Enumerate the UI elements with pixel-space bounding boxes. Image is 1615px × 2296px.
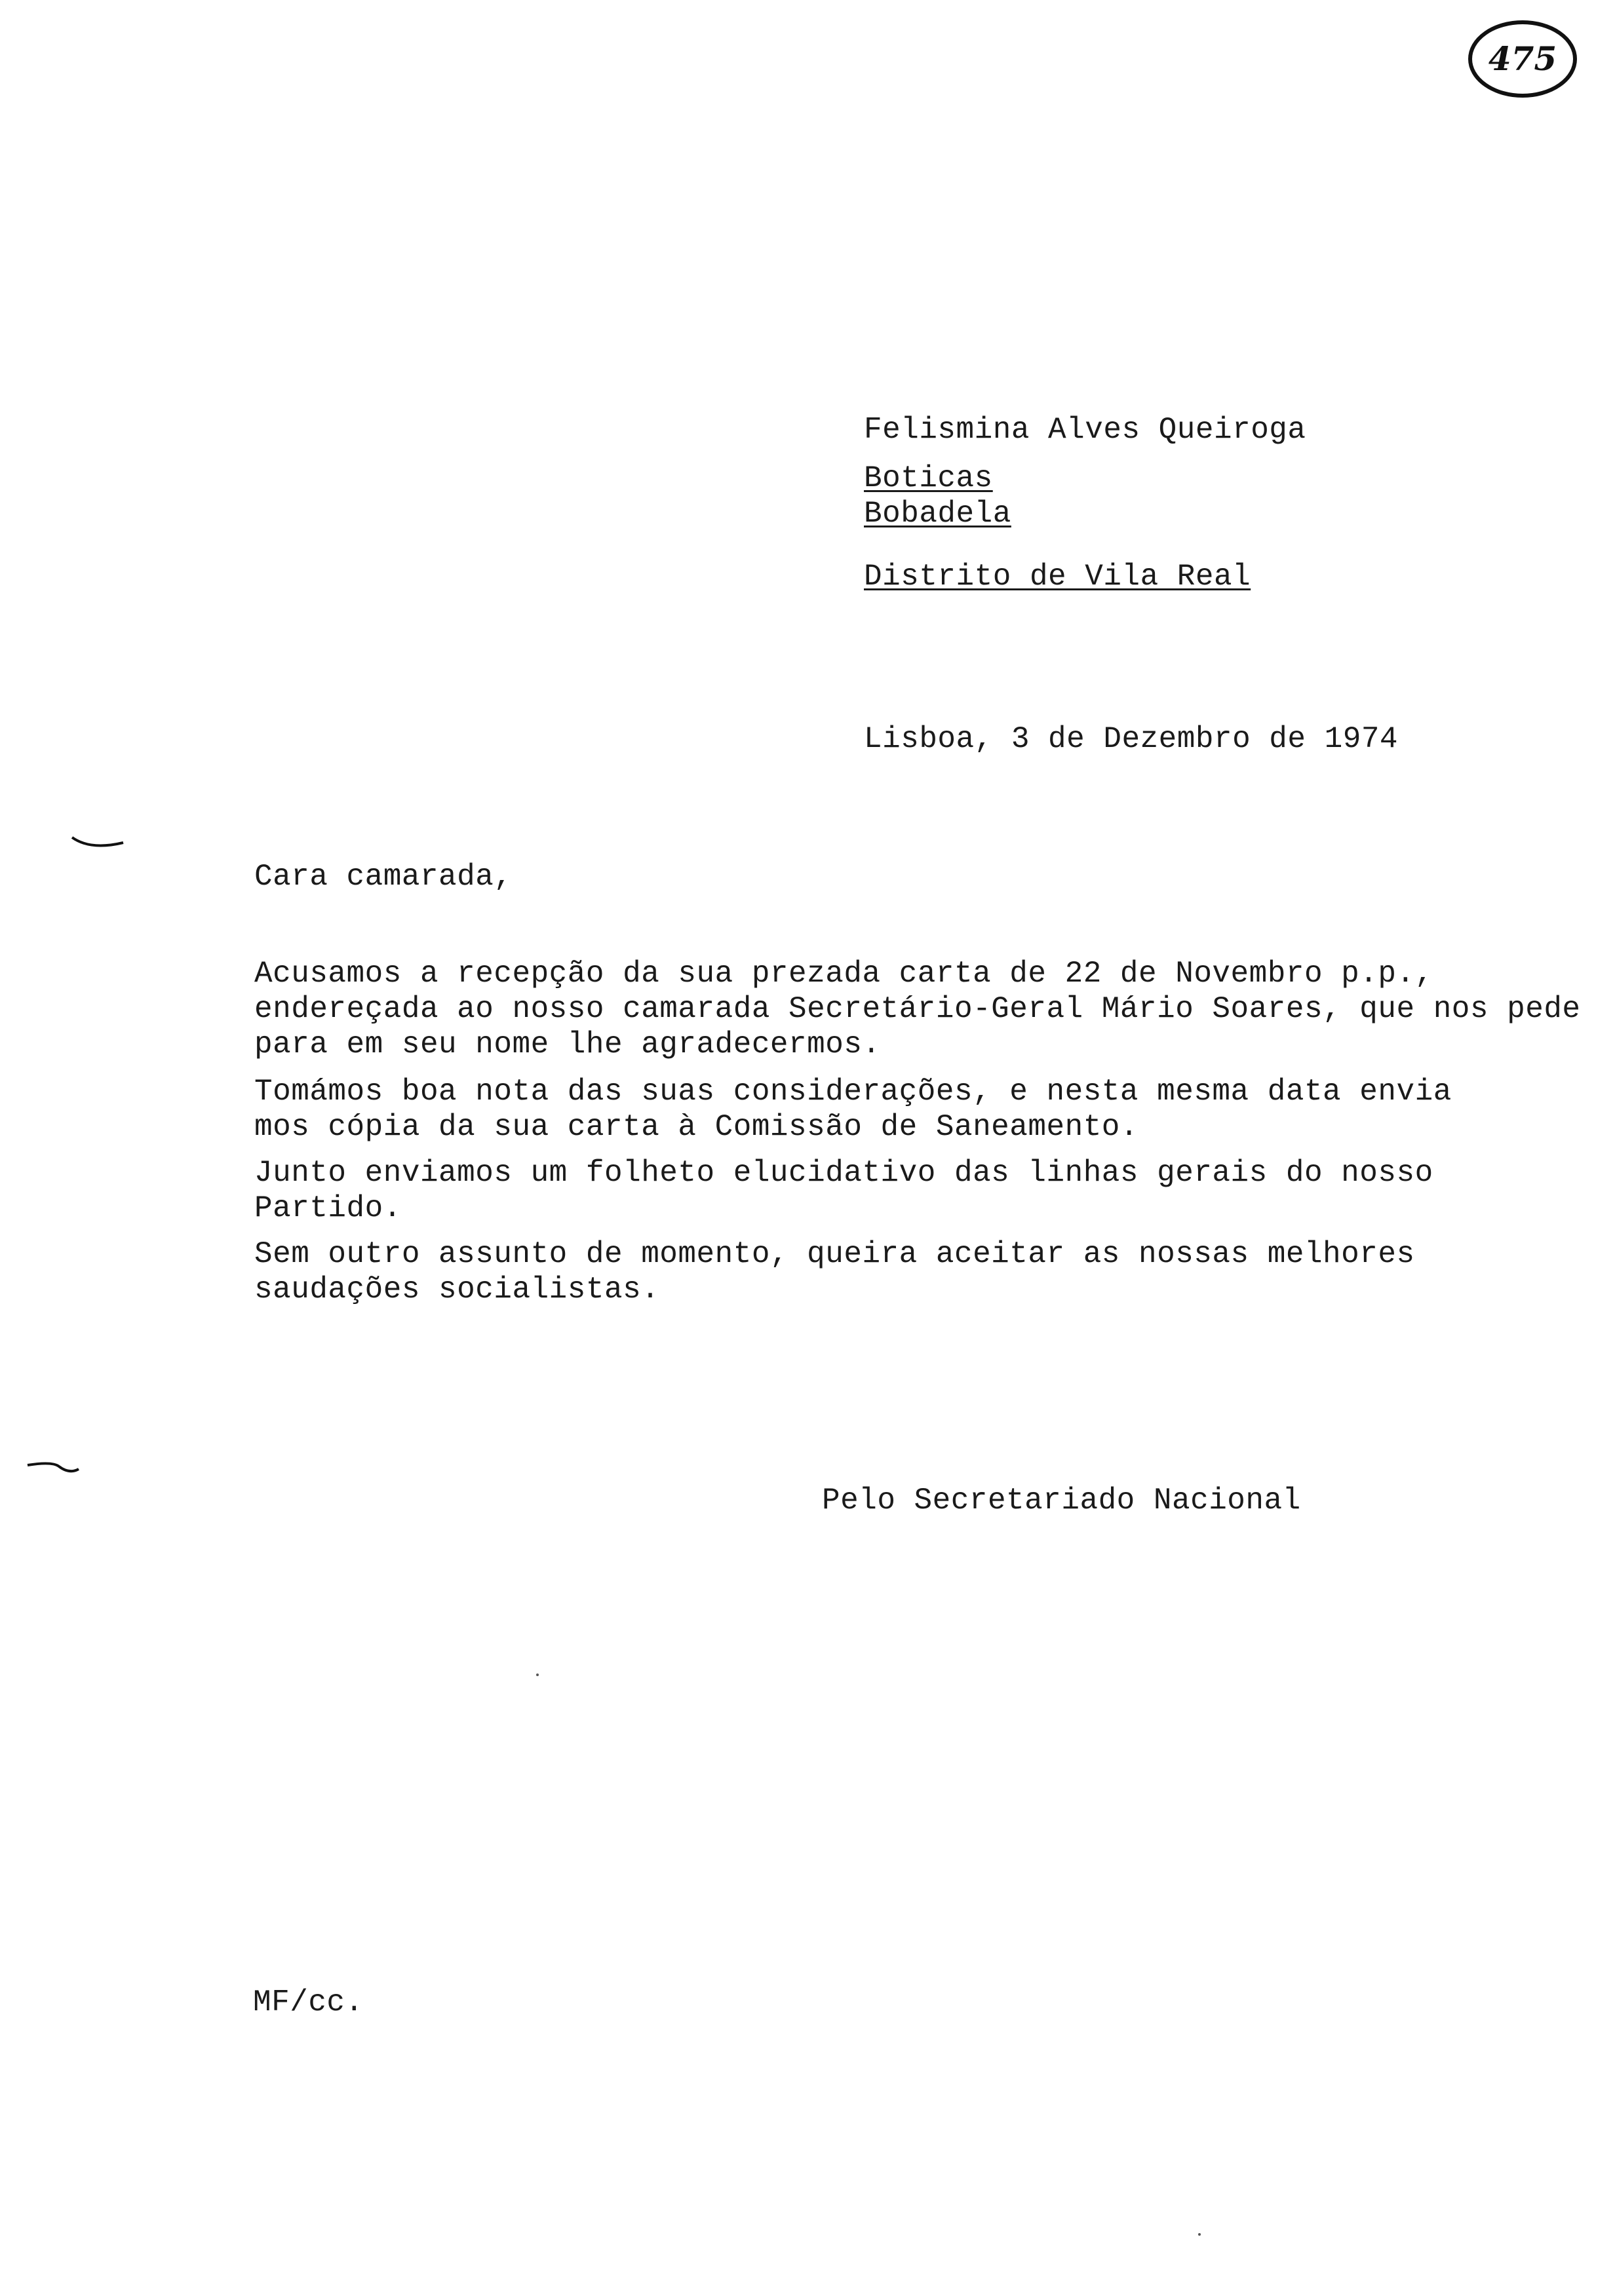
body-line: Acusamos a recepção da sua prezada carta de 22 de Novembro p.p., xyxy=(254,957,1433,991)
margin-mark-icon xyxy=(26,1459,80,1478)
body-line: endereçada ao nosso camarada Secretário-Geral Mário Soares, que nos pede xyxy=(254,992,1581,1026)
body-line: Junto enviamos um folheto elucidativo das linhas gerais do nosso xyxy=(254,1156,1433,1190)
recipient-name: Felismina Alves Queiroga xyxy=(864,413,1306,447)
margin-mark-icon xyxy=(71,833,125,853)
reference-initials: MF/cc. xyxy=(253,1985,364,2019)
recipient-address-line2: Bobadela xyxy=(864,497,1011,531)
recipient-address-line1: Boticas xyxy=(864,461,993,495)
signature-line: Pelo Secretariado Nacional xyxy=(822,1483,1301,1518)
recipient-district: Distrito de Vila Real xyxy=(864,560,1251,594)
body-line: Tomámos boa nota das suas considerações, e nesta mesma data envia xyxy=(254,1075,1452,1109)
folio-stamp xyxy=(1467,18,1578,100)
body-line: saudações socialistas. xyxy=(254,1272,660,1307)
stray-dot xyxy=(1198,2233,1201,2236)
stray-dot xyxy=(536,1674,539,1676)
body-line: para em seu nome lhe agradecermos. xyxy=(254,1027,881,1062)
body-line: Sem outro assunto de momento, queira aceitar as nossas melhores xyxy=(254,1237,1415,1271)
date-line: Lisboa, 3 de Dezembro de 1974 xyxy=(864,722,1399,756)
body-line: Partido. xyxy=(254,1191,402,1225)
body-line: mos cópia da sua carta à Comissão de Saneamento. xyxy=(254,1110,1139,1144)
salutation: Cara camarada, xyxy=(254,860,513,894)
folio-number: 475 xyxy=(1488,39,1557,78)
